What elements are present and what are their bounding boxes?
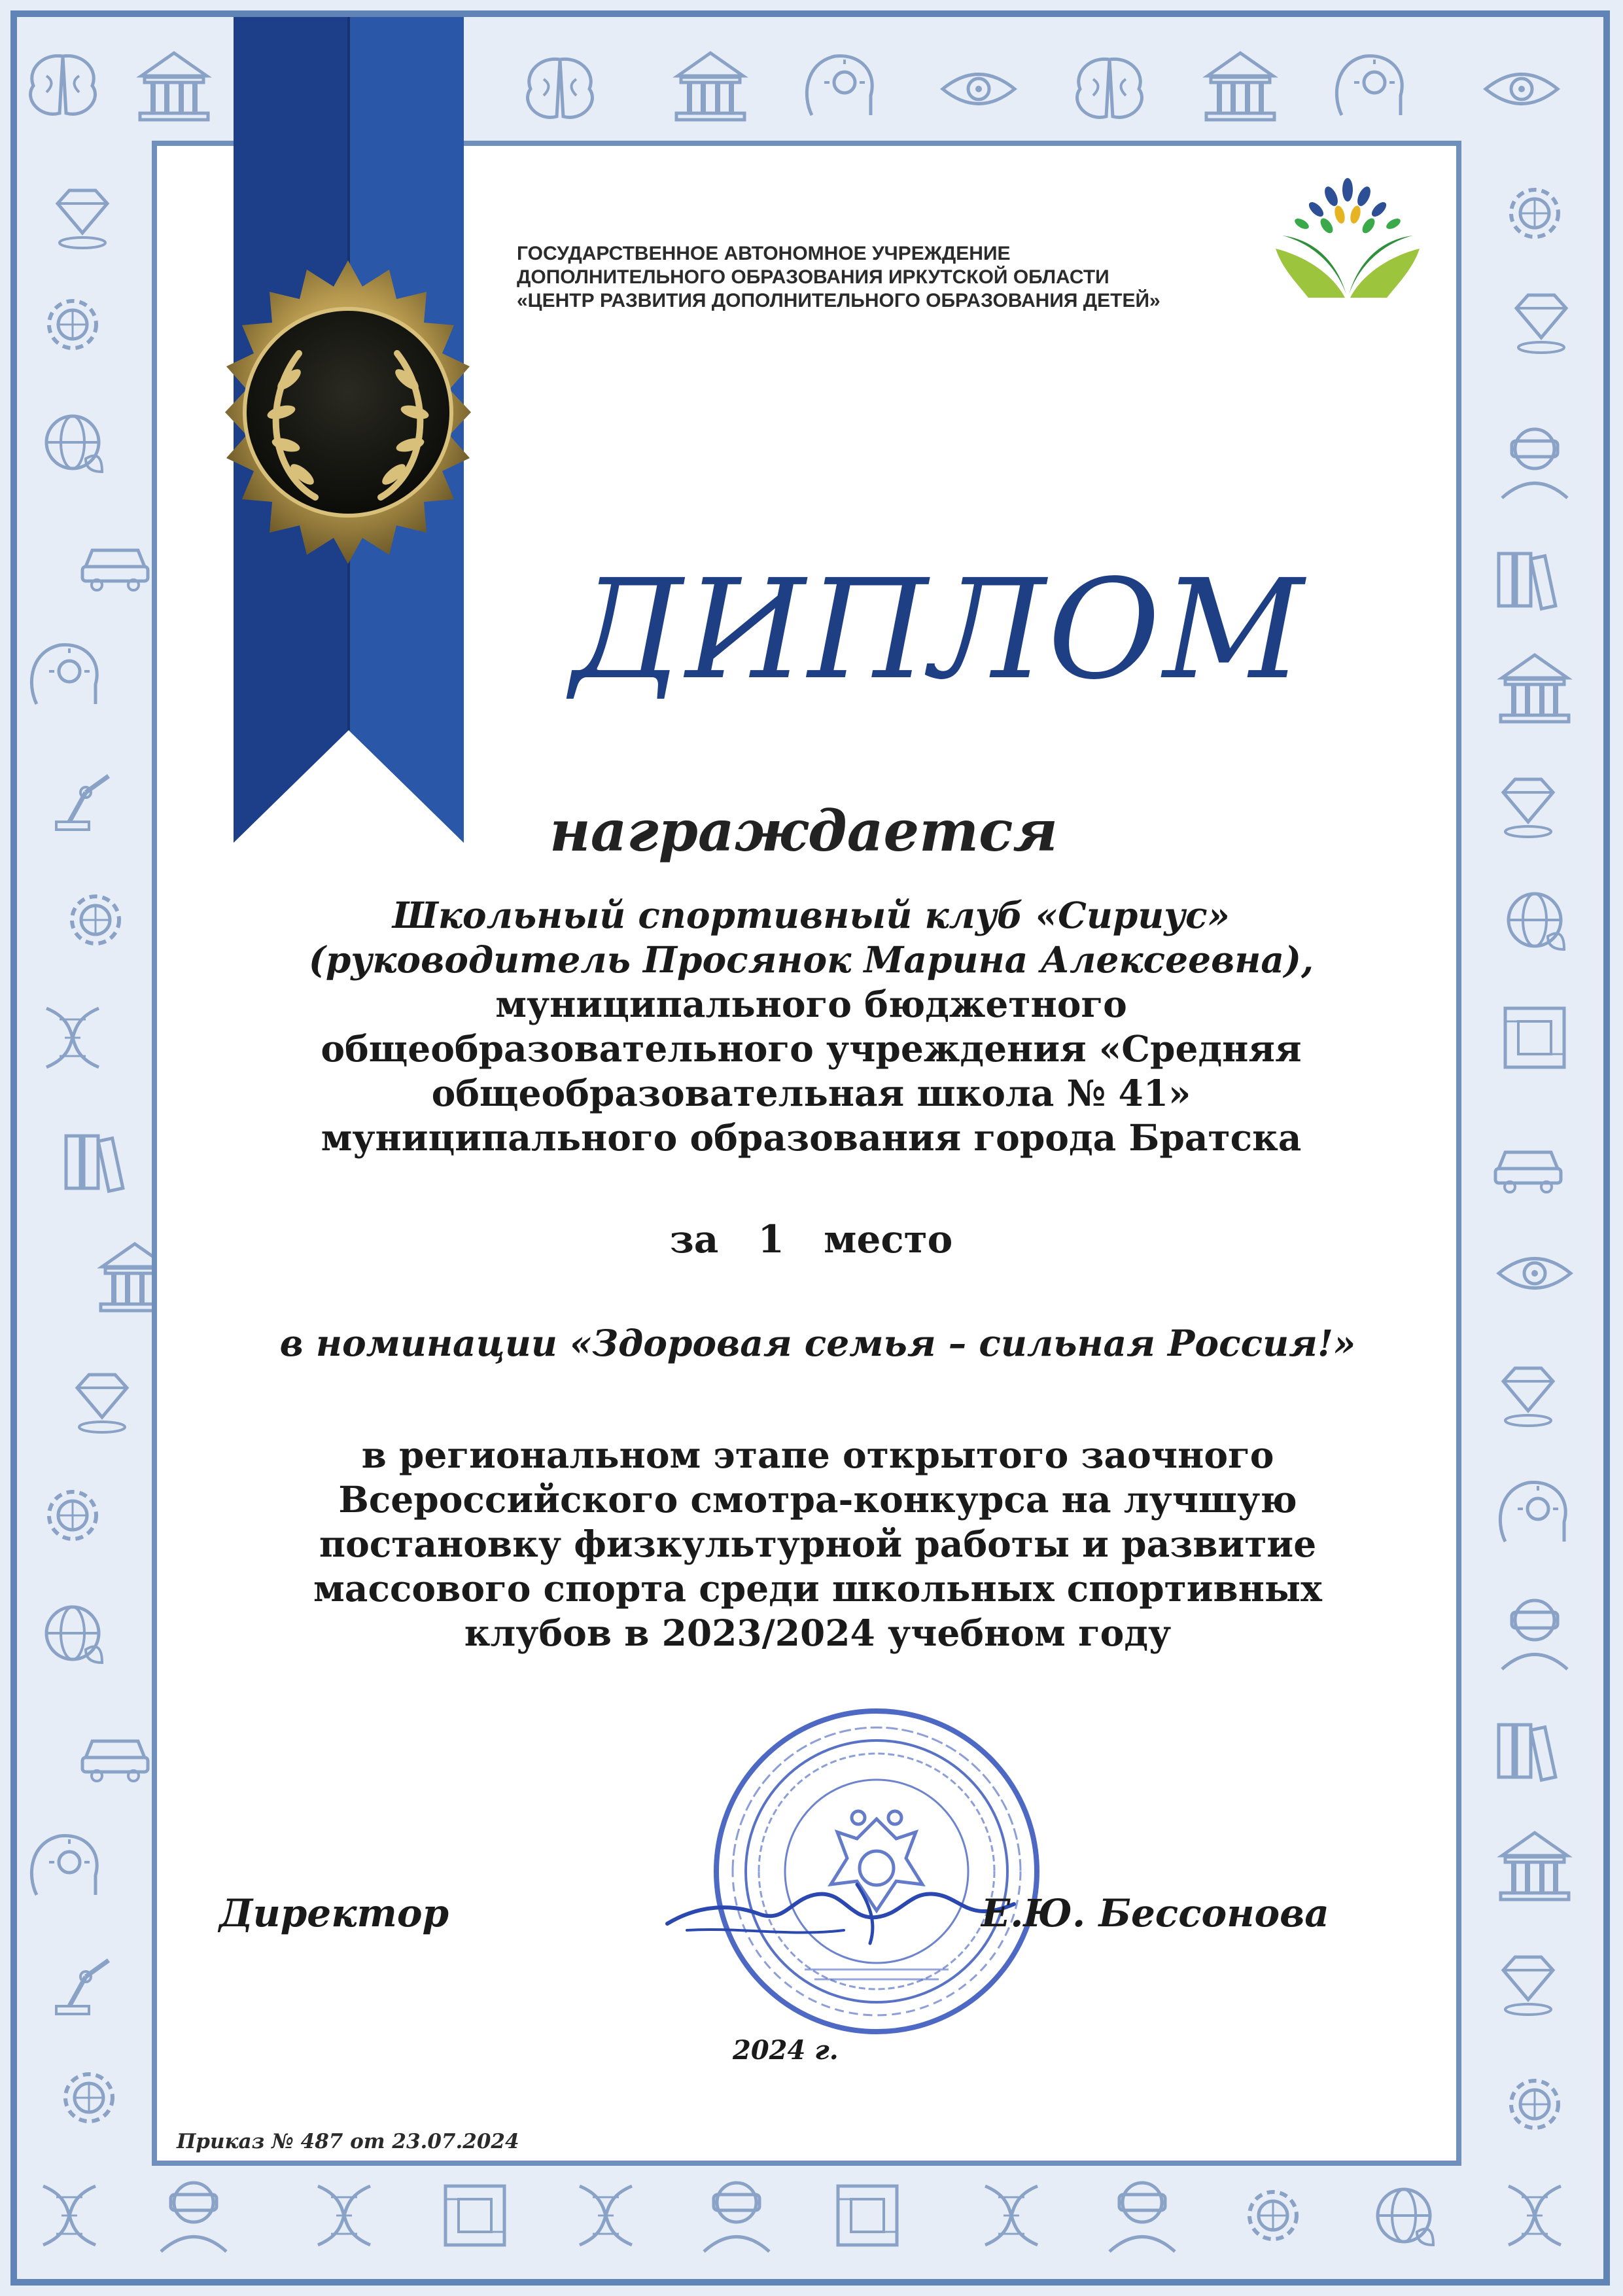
event-line-5: клубов в 2023/2024 учебном году — [464, 1612, 1172, 1654]
organization-logo-icon — [1269, 164, 1426, 301]
event-line-4: массового спорта среди школьных спортивных — [313, 1567, 1322, 1610]
place-suffix: место — [824, 1217, 953, 1262]
event-line-2: Всероссийского смотра-конкурса на лучшую — [338, 1478, 1297, 1521]
organization-header — [517, 242, 1302, 313]
event-block — [196, 1433, 1439, 1655]
nomination-line: в номинации «Здоровая семья – сильная Россия!» — [279, 1322, 1356, 1364]
director-name: Е.Ю. Бессонова — [981, 1891, 1329, 1935]
recipient-block — [222, 893, 1400, 1160]
place-number: 1 — [758, 1217, 784, 1262]
place-line — [222, 1217, 1400, 1262]
event-line-1: в региональном этапе открытого заочного — [361, 1434, 1274, 1476]
recipient-line-2: (руководитель Просянок Марина Алексеевна), — [308, 938, 1314, 981]
organization-line-2: ДОПОЛНИТЕЛЬНОГО ОБРАЗОВАНИЯ ИРКУТСКОЙ ОБЛАСТИ — [517, 266, 1109, 288]
recipient-line-4: общеобразовательного учреждения «Средняя — [321, 1027, 1302, 1070]
diploma-title: ДИПЛОМ — [571, 550, 1306, 710]
recipient-line-5: общеобразовательная школа № 41» — [431, 1072, 1191, 1114]
event-line-3: постановку физкультурной работы и развитие — [319, 1523, 1317, 1565]
place-prefix: за — [669, 1217, 719, 1262]
laurel-medal-icon — [191, 255, 505, 569]
director-signature — [661, 1865, 1027, 1956]
organization-line-1: ГОСУДАРСТВЕННОЕ АВТОНОМНОЕ УЧРЕЖДЕНИЕ — [517, 243, 1011, 264]
awarded-label: награждается — [550, 798, 1058, 864]
director-title: Директор — [219, 1891, 449, 1935]
recipient-line-3: муниципального бюджетного — [495, 983, 1127, 1025]
order-reference: Приказ № 487 от 23.07.2024 — [177, 2130, 519, 2153]
recipient-line-1: Школьный спортивный клуб «Сириус» — [392, 894, 1230, 936]
organization-line-3: «ЦЕНТР РАЗВИТИЯ ДОПОЛНИТЕЛЬНОГО ОБРАЗОВАНИЯ ДЕТЕЙ» — [517, 290, 1161, 311]
issue-year: 2024 г. — [733, 2035, 839, 2066]
recipient-line-6: муниципального образования города Братска — [321, 1116, 1302, 1159]
